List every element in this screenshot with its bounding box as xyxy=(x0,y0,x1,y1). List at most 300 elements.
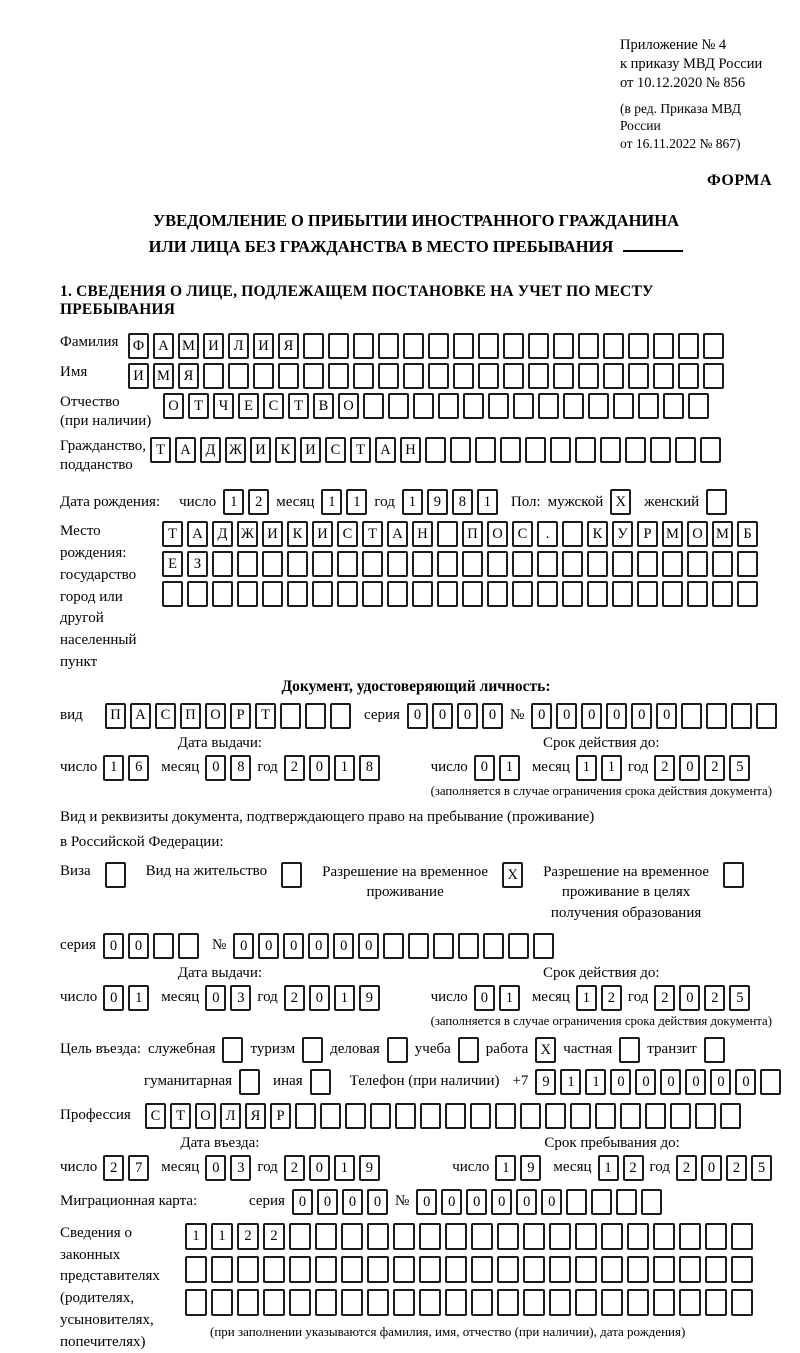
purpose-work-checkbox xyxy=(535,1037,556,1063)
doc-kind-cell: О xyxy=(205,703,226,729)
issue-year-cell: 2 xyxy=(284,755,305,781)
birth-place-label xyxy=(60,521,162,673)
representative-cell xyxy=(315,1256,337,1283)
representatives-label-line-4: (родителях, xyxy=(60,1290,135,1307)
representative-cell xyxy=(653,1223,675,1250)
birth-place-cell xyxy=(662,551,683,577)
surname-cell: М xyxy=(178,333,199,359)
issue-day-cell: 6 xyxy=(128,755,149,781)
birth-year-cell: 1 xyxy=(477,489,498,515)
profession-cell: Р xyxy=(270,1103,291,1129)
valid-year-cells xyxy=(654,755,750,781)
birth-place-cell: Е xyxy=(162,551,183,577)
stay-until-group xyxy=(452,1135,772,1181)
representative-cell xyxy=(211,1289,233,1316)
patronymic-cell xyxy=(613,393,634,419)
given-name-cell: Я xyxy=(178,363,199,389)
representative-cell xyxy=(627,1289,649,1316)
birth-place-cell xyxy=(412,581,433,607)
given-name-cells xyxy=(128,363,724,389)
representative-cell xyxy=(289,1256,311,1283)
migration-number-cell: 0 xyxy=(491,1189,512,1215)
entry-date-caption: Дата въезда: xyxy=(180,1134,260,1151)
birth-place-cell: М xyxy=(712,521,733,547)
birth-place-cell xyxy=(462,581,483,607)
residence-doc-valid-group xyxy=(431,965,772,1029)
phone-prefix: +7 xyxy=(512,1073,529,1090)
identity-doc-valid-group xyxy=(431,735,772,799)
stay-year-label: год xyxy=(649,1159,670,1176)
surname-cell xyxy=(353,333,374,359)
residence-number-cells xyxy=(233,933,554,959)
given-name-cell xyxy=(328,363,349,389)
valid-month-label: месяц xyxy=(531,759,570,776)
entry-month-cell: 3 xyxy=(230,1155,251,1181)
phone-cells xyxy=(535,1069,781,1095)
surname-label: Фамилия xyxy=(60,334,119,351)
representative-cell xyxy=(523,1289,545,1316)
citizenship-cell: И xyxy=(250,437,271,463)
stay-day-cell: 9 xyxy=(520,1155,541,1181)
birth-place-cell: У xyxy=(612,521,633,547)
stay-until-caption: Срок пребывания до: xyxy=(544,1134,680,1151)
doc-kind-cell: А xyxy=(130,703,151,729)
citizenship-cell: А xyxy=(175,437,196,463)
profession-cell xyxy=(395,1103,416,1129)
doc-kind-cell: П xyxy=(180,703,201,729)
representative-cell: 1 xyxy=(211,1223,233,1250)
stay-day-cell: 1 xyxy=(495,1155,516,1181)
given-name-cell xyxy=(553,363,574,389)
given-name-cell xyxy=(228,363,249,389)
amendment-block xyxy=(620,100,772,153)
birth-date-label: Дата рождения: xyxy=(60,493,161,510)
residence-issue-month-cell: 0 xyxy=(205,985,226,1011)
birth-place-row xyxy=(60,521,772,673)
stay-year-cells xyxy=(676,1155,772,1181)
profession-cell xyxy=(620,1103,641,1129)
birth-place-cell: А xyxy=(187,521,208,547)
representative-cell xyxy=(471,1289,493,1316)
profession-cell xyxy=(545,1103,566,1129)
birth-place-cell xyxy=(287,551,308,577)
purpose-work-label: работа xyxy=(485,1041,529,1058)
birth-place-cell xyxy=(587,551,608,577)
visit-purpose-row-2 xyxy=(144,1069,772,1095)
given-name-cell xyxy=(203,363,224,389)
citizenship-label-line-1: Гражданство, xyxy=(60,438,147,455)
citizenship-cell xyxy=(475,437,496,463)
purpose-tourism-cell xyxy=(302,1037,323,1063)
profession-cell: О xyxy=(195,1103,216,1129)
profession-cell xyxy=(345,1103,366,1129)
stay-year-cell: 2 xyxy=(726,1155,747,1181)
form-title-line-1: УВЕДОМЛЕНИЕ О ПРИБЫТИИ ИНОСТРАННОГО ГРАЖДАНИНА xyxy=(152,211,680,231)
representative-cell: 1 xyxy=(185,1223,207,1250)
patronymic-cell xyxy=(438,393,459,419)
phone-digit-cell: 0 xyxy=(735,1069,756,1095)
profession-cell xyxy=(470,1103,491,1129)
profession-cell xyxy=(645,1103,666,1129)
birth-year-cell: 9 xyxy=(427,489,448,515)
residence-issue-line xyxy=(60,985,380,1011)
patronymic-cell xyxy=(488,393,509,419)
surname-cell xyxy=(303,333,324,359)
purpose-business-cell xyxy=(387,1037,408,1063)
profession-cell: Л xyxy=(220,1103,241,1129)
profession-cell xyxy=(520,1103,541,1129)
birth-place-cell: А xyxy=(387,521,408,547)
migration-series-cell: 0 xyxy=(292,1189,313,1215)
representative-cell xyxy=(731,1256,753,1283)
birth-place-cell xyxy=(487,581,508,607)
doc-number-cell xyxy=(756,703,777,729)
entry-day-cells xyxy=(103,1155,149,1181)
valid-year-cell: 2 xyxy=(704,755,725,781)
purpose-study-checkbox xyxy=(458,1037,479,1063)
valid-day-cell: 1 xyxy=(499,755,520,781)
phone-digit-cell: 0 xyxy=(610,1069,631,1095)
purpose-study-cell xyxy=(458,1037,479,1063)
doc-kind-cell xyxy=(280,703,301,729)
visit-purpose-label: Цель въезда: xyxy=(60,1041,141,1058)
residence-valid-year-label: год xyxy=(627,989,649,1006)
patronymic-cell: Е xyxy=(238,393,259,419)
residence-valid-month-cells xyxy=(576,985,622,1011)
surname-cell xyxy=(678,333,699,359)
doc-number-cell: 0 xyxy=(631,703,652,729)
residence-valid-day-cells xyxy=(474,985,520,1011)
form-title xyxy=(60,208,772,259)
residence-valid-day-cell: 0 xyxy=(474,985,495,1011)
sex-label: Пол: xyxy=(510,493,541,510)
representative-cell xyxy=(445,1256,467,1283)
representative-cell xyxy=(211,1256,233,1283)
residence-issue-day-cell: 0 xyxy=(103,985,124,1011)
profession-cell xyxy=(670,1103,691,1129)
representative-cell xyxy=(367,1223,389,1250)
title-underline xyxy=(623,250,683,252)
valid-month-cells xyxy=(576,755,622,781)
patronymic-cell xyxy=(688,393,709,419)
representatives-cells-row-3 xyxy=(185,1289,753,1316)
issue-year-cell: 0 xyxy=(309,755,330,781)
residence-number-cell: 0 xyxy=(258,933,279,959)
residence-issue-month-cell: 3 xyxy=(230,985,251,1011)
issue-year-cell: 1 xyxy=(334,755,355,781)
surname-cells xyxy=(128,333,724,359)
representative-cell xyxy=(419,1289,441,1316)
patronymic-cell: О xyxy=(163,393,184,419)
entry-year-label: год xyxy=(257,1159,278,1176)
surname-cell xyxy=(628,333,649,359)
representative-cell xyxy=(653,1289,675,1316)
purpose-official-checkbox xyxy=(222,1037,243,1063)
birth-day-label: число xyxy=(179,493,217,510)
residence-number-cell: 0 xyxy=(233,933,254,959)
migration-number-cells xyxy=(416,1189,662,1215)
birth-year-cell: 8 xyxy=(452,489,473,515)
issue-date-line xyxy=(60,755,380,781)
representative-cell xyxy=(445,1289,467,1316)
representative-cell xyxy=(445,1223,467,1250)
residence-series-cell: 0 xyxy=(128,933,149,959)
surname-cell xyxy=(578,333,599,359)
doc-number-cell: 0 xyxy=(531,703,552,729)
birth-place-cell xyxy=(387,551,408,577)
profession-cell xyxy=(720,1103,741,1129)
birth-place-cell xyxy=(362,551,383,577)
birth-place-cell xyxy=(462,551,483,577)
stay-until-line xyxy=(452,1155,772,1181)
birth-place-cell: И xyxy=(262,521,283,547)
birth-place-cell: Ж xyxy=(237,521,258,547)
patronymic-cell xyxy=(663,393,684,419)
valid-month-cell: 1 xyxy=(601,755,622,781)
representative-cell xyxy=(601,1223,623,1250)
migration-series-cell: 0 xyxy=(342,1189,363,1215)
patronymic-cell xyxy=(538,393,559,419)
purpose-private-cell xyxy=(619,1037,640,1063)
purpose-humanitarian-label: гуманитарная xyxy=(144,1073,233,1090)
sex-male-label: мужской xyxy=(547,493,604,510)
purpose-humanitarian-cell xyxy=(239,1069,260,1095)
residence-issue-year-cell: 9 xyxy=(359,985,380,1011)
representative-cell xyxy=(497,1223,519,1250)
entry-year-cell: 0 xyxy=(309,1155,330,1181)
representative-cell xyxy=(367,1256,389,1283)
patronymic-cell xyxy=(413,393,434,419)
doc-number-cell: 0 xyxy=(556,703,577,729)
birth-place-cell xyxy=(562,581,583,607)
citizenship-cell xyxy=(525,437,546,463)
birth-place-cell xyxy=(587,581,608,607)
birth-place-label-line-3: город или другой xyxy=(60,588,123,627)
profession-cell: С xyxy=(145,1103,166,1129)
migration-number-cell xyxy=(566,1189,587,1215)
representative-cell xyxy=(653,1256,675,1283)
issue-day-cell: 1 xyxy=(103,755,124,781)
birth-place-cell xyxy=(212,581,233,607)
citizenship-cell xyxy=(675,437,696,463)
surname-cell: А xyxy=(153,333,174,359)
migration-number-cell: 0 xyxy=(516,1189,537,1215)
residence-permit-cell xyxy=(281,862,302,888)
birth-month-label: месяц xyxy=(276,493,315,510)
birth-place-cell: Б xyxy=(737,521,758,547)
representative-cell xyxy=(393,1256,415,1283)
purpose-transit-checkbox xyxy=(704,1037,725,1063)
representative-cell xyxy=(315,1223,337,1250)
purpose-business-label: деловая xyxy=(330,1041,380,1058)
purpose-official-cell xyxy=(222,1037,243,1063)
birth-place-cell: С xyxy=(337,521,358,547)
birth-place-cell: Р xyxy=(637,521,658,547)
appendix-line-1: Приложение № 4 xyxy=(620,37,727,53)
representatives-label-line-1: Сведения о xyxy=(60,1224,132,1241)
representative-cell xyxy=(679,1223,701,1250)
amendment-line-2: от 16.11.2022 № 867) xyxy=(620,135,741,151)
visa-label: Виза xyxy=(60,863,91,880)
given-name-cell xyxy=(653,363,674,389)
birth-place-cells-row-3 xyxy=(162,581,758,607)
birth-place-cell xyxy=(187,581,208,607)
doc-series-label: серия xyxy=(364,707,400,724)
profession-row xyxy=(60,1103,772,1129)
birth-place-cell xyxy=(312,551,333,577)
representatives-label-line-5: усыновителях, xyxy=(60,1311,154,1328)
birth-month-cell: 1 xyxy=(346,489,367,515)
patronymic-cell xyxy=(363,393,384,419)
temp-permit-edu-label-line-2: проживание в целях xyxy=(561,884,691,901)
issue-month-label: месяц xyxy=(161,759,200,776)
phone-digit-cell: 1 xyxy=(585,1069,606,1095)
temp-permit-edu-label xyxy=(543,862,709,923)
birth-day-cell: 2 xyxy=(248,489,269,515)
profession-cell xyxy=(295,1103,316,1129)
citizenship-cell: Т xyxy=(350,437,371,463)
citizenship-cell: А xyxy=(375,437,396,463)
purpose-transit-label: транзит xyxy=(647,1041,697,1058)
representative-cell xyxy=(419,1256,441,1283)
residence-issue-year-cell: 2 xyxy=(284,985,305,1011)
migration-number-cell xyxy=(616,1189,637,1215)
representative-cell xyxy=(549,1223,571,1250)
residence-series-cells xyxy=(103,933,199,959)
residence-permit-label: Вид на жительство xyxy=(145,863,268,880)
citizenship-label xyxy=(60,437,150,475)
residence-series-label: серия xyxy=(60,937,96,954)
form-title-line-2-text: ИЛИ ЛИЦА БЕЗ ГРАЖДАНСТВА В МЕСТО ПРЕБЫВАНИЯ xyxy=(148,236,614,256)
birth-place-cell xyxy=(237,581,258,607)
form-label: ФОРМА xyxy=(706,172,772,190)
citizenship-cell xyxy=(700,437,721,463)
representatives-cells-row-2 xyxy=(185,1256,753,1283)
citizenship-cell: Ж xyxy=(225,437,246,463)
residence-validity-note: (заполняется в случае ограничения срока действия документа) xyxy=(430,1013,772,1028)
citizenship-cell xyxy=(550,437,571,463)
residence-number-cell xyxy=(433,933,454,959)
representative-cell xyxy=(575,1223,597,1250)
residence-valid-year-cell: 5 xyxy=(729,985,750,1011)
doc-kind-cell: П xyxy=(105,703,126,729)
valid-day-cells xyxy=(474,755,520,781)
birth-day-cell: 1 xyxy=(223,489,244,515)
temp-permit-edu-checkbox xyxy=(723,862,744,888)
citizenship-cell xyxy=(450,437,471,463)
birth-place-cell xyxy=(687,581,708,607)
entry-year-cell: 2 xyxy=(284,1155,305,1181)
citizenship-cell xyxy=(625,437,646,463)
stay-year-cell: 5 xyxy=(751,1155,772,1181)
purpose-other-cell xyxy=(310,1069,331,1095)
section1-heading: 1. СВЕДЕНИЯ О ЛИЦЕ, ПОДЛЕЖАЩЕМ ПОСТАНОВКЕ НА УЧЕТ ПО МЕСТУ ПРЕБЫВАНИЯ xyxy=(60,283,654,319)
residence-series-cell: 0 xyxy=(103,933,124,959)
surname-cell xyxy=(378,333,399,359)
profession-cell xyxy=(320,1103,341,1129)
residence-doc-series-row xyxy=(60,933,772,959)
birth-year-cell: 1 xyxy=(402,489,423,515)
patronymic-label-line-1: Отчество xyxy=(60,394,120,411)
birth-place-label-line-1: Место рождения: xyxy=(60,523,127,562)
issue-year-label: год xyxy=(257,759,278,776)
purpose-other-label: иная xyxy=(273,1073,303,1090)
residence-permit-checkbox xyxy=(281,862,302,888)
birth-place-cell: К xyxy=(287,521,308,547)
stay-month-cell: 2 xyxy=(623,1155,644,1181)
citizenship-cell xyxy=(575,437,596,463)
given-name-cell xyxy=(428,363,449,389)
valid-year-cell: 2 xyxy=(654,755,675,781)
citizenship-cell: К xyxy=(275,437,296,463)
given-name-cell xyxy=(503,363,524,389)
birth-place-cell: О xyxy=(487,521,508,547)
birth-place-cell xyxy=(512,551,533,577)
residence-doc-options-row xyxy=(60,862,772,923)
birth-place-cell: Н xyxy=(412,521,433,547)
residence-doc-intro-2: в Российской Федерации: xyxy=(60,834,224,851)
migration-series-cell: 0 xyxy=(317,1189,338,1215)
citizenship-row xyxy=(60,437,772,477)
valid-until-caption: Срок действия до: xyxy=(542,734,660,751)
birth-place-cell xyxy=(537,581,558,607)
citizenship-cell xyxy=(500,437,521,463)
surname-cell xyxy=(403,333,424,359)
surname-cell: Л xyxy=(228,333,249,359)
residence-valid-year-cell: 2 xyxy=(704,985,725,1011)
entry-day-cell: 2 xyxy=(103,1155,124,1181)
patronymic-cell: С xyxy=(263,393,284,419)
birth-place-cell xyxy=(737,551,758,577)
doc-series-cell: 0 xyxy=(407,703,428,729)
doc-number-cell: 0 xyxy=(606,703,627,729)
purpose-tourism-label: туризм xyxy=(250,1041,296,1058)
citizenship-cell: И xyxy=(300,437,321,463)
representative-cell xyxy=(705,1223,727,1250)
migration-number-cell: 0 xyxy=(441,1189,462,1215)
issue-month-cell: 0 xyxy=(205,755,226,781)
given-name-cell xyxy=(378,363,399,389)
entry-month-cells xyxy=(205,1155,251,1181)
residence-valid-month-label: месяц xyxy=(531,989,570,1006)
representative-cell xyxy=(419,1223,441,1250)
issue-month-cell: 8 xyxy=(230,755,251,781)
birth-place-cell xyxy=(362,581,383,607)
stay-month-label: месяц xyxy=(553,1159,592,1176)
entry-date-line xyxy=(60,1155,380,1181)
birth-place-cell: Д xyxy=(212,521,233,547)
birth-place-cell xyxy=(412,551,433,577)
doc-number-cell: 0 xyxy=(656,703,677,729)
representative-cell xyxy=(549,1256,571,1283)
profession-cell xyxy=(495,1103,516,1129)
given-name-cell xyxy=(478,363,499,389)
doc-series-cell: 0 xyxy=(482,703,503,729)
residence-valid-month-cell: 2 xyxy=(601,985,622,1011)
sex-male-checkbox xyxy=(610,489,631,515)
residence-issue-day-cells xyxy=(103,985,149,1011)
phone-digit-cell: 0 xyxy=(710,1069,731,1095)
surname-cell xyxy=(653,333,674,359)
identity-doc-heading: Документ, удостоверяющий личность: xyxy=(281,677,551,695)
citizenship-cell xyxy=(650,437,671,463)
identity-doc-kind-row xyxy=(60,703,772,729)
residence-number-cell: 0 xyxy=(333,933,354,959)
profession-cell xyxy=(695,1103,716,1129)
valid-until-line xyxy=(431,755,772,781)
citizenship-cell xyxy=(425,437,446,463)
doc-series-cells xyxy=(407,703,503,729)
